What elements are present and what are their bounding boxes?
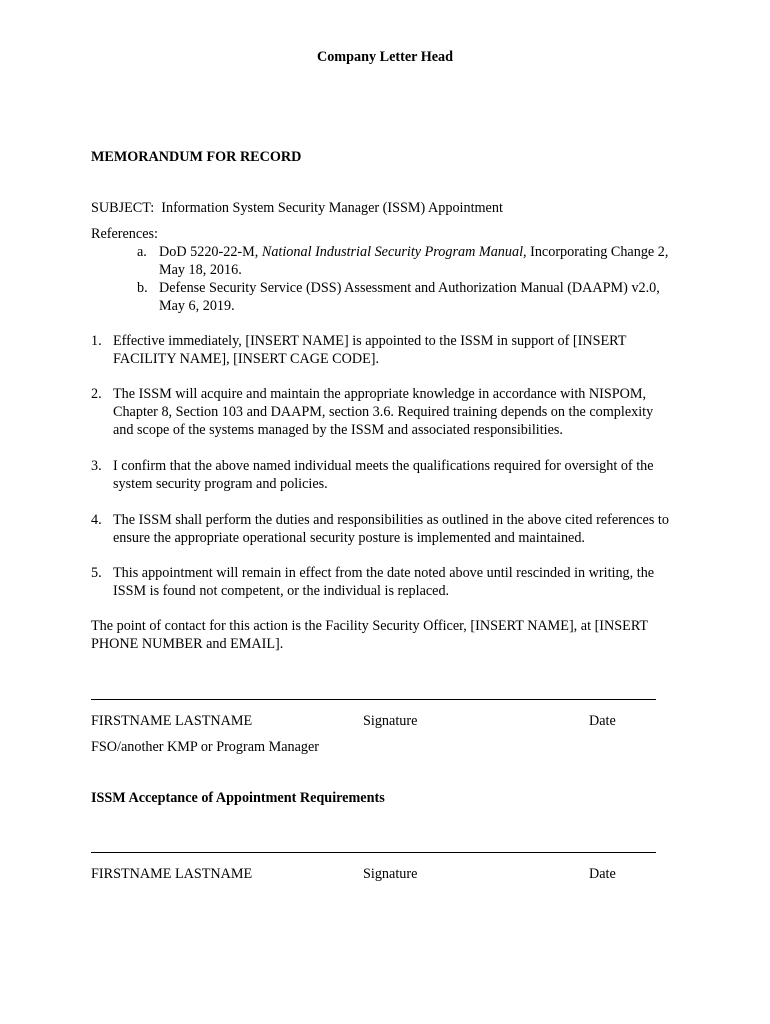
- paragraph-line: ensure the appropriate operational security posture is implemented and maintained.: [113, 530, 585, 546]
- signature-label-2: Signature: [363, 866, 418, 882]
- subject-label: SUBJECT:: [91, 200, 155, 216]
- signature-line-2: [91, 852, 656, 853]
- reference-text-line2: May 18, 2016.: [159, 262, 242, 278]
- reference-text-line1: DoD 5220-22-M, National Industrial Security Program Manual, Incorporating Change 2,: [159, 244, 669, 260]
- reference-title-italic: National Industrial Security Program Manual: [261, 244, 524, 260]
- acceptance-heading: ISSM Acceptance of Appointment Requirements: [91, 790, 385, 806]
- signer-name-2: FIRSTNAME LASTNAME: [91, 866, 253, 882]
- signer-name-1: FIRSTNAME LASTNAME: [91, 713, 253, 729]
- paragraph-line: Effective immediately, [INSERT NAME] is appointed to the ISSM in support of [INSERT: [113, 333, 627, 349]
- paragraph-number: 2.: [91, 386, 102, 402]
- memo-title: MEMORANDUM FOR RECORD: [91, 149, 302, 165]
- letterhead: Company Letter Head: [316, 49, 454, 65]
- paragraph-line: The ISSM will acquire and maintain the appropriate knowledge in accordance with NISPOM,: [113, 386, 647, 402]
- contact-line: PHONE NUMBER and EMAIL].: [91, 636, 284, 652]
- paragraph-number: 3.: [91, 458, 102, 474]
- paragraph-line: This appointment will remain in effect from the date noted above until rescinded in writing, the: [113, 565, 655, 581]
- paragraph-number: 4.: [91, 512, 102, 528]
- reference-text-line2: May 6, 2019.: [159, 298, 235, 314]
- paragraph-line: The ISSM shall perform the duties and responsibilities as outlined in the above cited references to: [113, 512, 669, 528]
- subject-text: Information System Security Manager (ISSM) Appointment: [161, 200, 503, 216]
- contact-line: The point of contact for this action is the Facility Security Officer, [INSERT NAME], at [INSERT: [91, 618, 649, 634]
- signature-line-1: [91, 699, 656, 700]
- signer-role-1: FSO/another KMP or Program Manager: [91, 739, 320, 755]
- reference-letter: a.: [137, 244, 147, 260]
- paragraph-line: Chapter 8, Section 103 and DAAPM, section 3.6. Required training depends on the complexity: [113, 404, 654, 420]
- date-label-1: Date: [589, 713, 616, 729]
- subject-line: [91, 199, 503, 217]
- reference-letter: b.: [137, 280, 148, 296]
- paragraph-line: FACILITY NAME], [INSERT CAGE CODE].: [113, 351, 380, 367]
- date-label-2: Date: [589, 866, 616, 882]
- signature-label-1: Signature: [363, 713, 418, 729]
- references-label: References:: [91, 226, 158, 242]
- paragraph-line: and scope of the systems managed by the ISSM and associated responsibilities.: [113, 422, 563, 438]
- paragraph-number: 1.: [91, 333, 102, 349]
- paragraph-line: ISSM is found not competent, or the individual is replaced.: [113, 583, 450, 599]
- paragraph-line: system security program and policies.: [113, 476, 328, 492]
- reference-text-line1: Defense Security Service (DSS) Assessment and Authorization Manual (DAAPM) v2.0,: [159, 280, 660, 296]
- paragraph-number: 5.: [91, 565, 102, 581]
- paragraph-line: I confirm that the above named individual meets the qualifications required for oversight of the: [113, 458, 654, 474]
